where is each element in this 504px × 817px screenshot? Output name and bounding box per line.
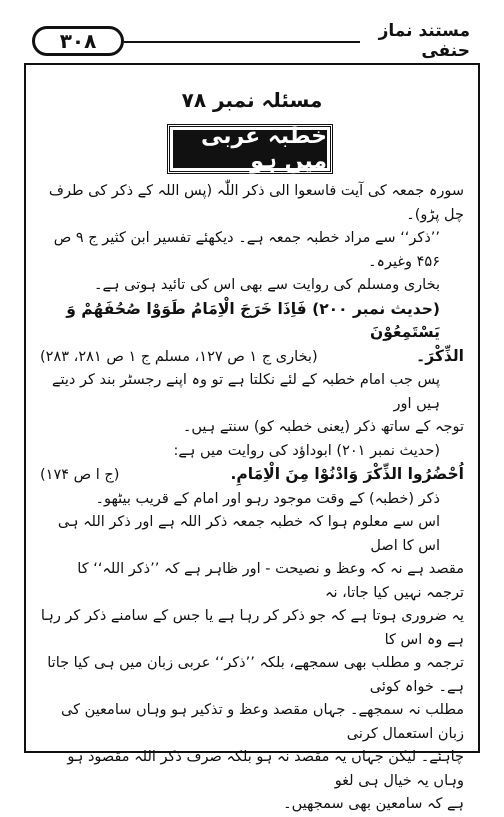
text-line: ترجمہ و مطلب بھی سمجھے، بلکہ ’’ذکر‘‘ عربی زبان میں ہی کیا جاتا ہے۔ خواہ کوئی: [47, 655, 464, 695]
hadith-line: (حدیث نمبر ۲۰۰) فَاِذَا خَرَجَ الْاِمَامُ طَوَوْا صُحُفَهُمْ وَ يَسْتَمِعُوْنَ: [66, 299, 440, 341]
text-line: چل پڑو)۔: [406, 206, 464, 223]
hadith-text: اُحْضُرُوا الذِّكْرَ وَادْنُوْا مِنَ الْاِمَامِ.: [230, 465, 464, 483]
section-heading-box: [167, 124, 333, 174]
text-line: چاہئے۔ لیکن جہاں یہ مقصد نہ ہو بلکہ صرف ذکر اللہ مقصود ہو وہاں یہ خیال ہی لغو: [67, 749, 464, 789]
page-number: [32, 26, 124, 56]
book-title: مستند نماز حنفی: [378, 21, 470, 61]
page-number-text: ۳۰۸: [59, 29, 97, 53]
text-line: توجہ کے ساتھ ذکر (یعنی خطبہ کو) سنتے ہیں۔: [182, 419, 464, 435]
hadith-line: [40, 345, 464, 370]
hadith-text: الذِّكْرَ۔: [416, 346, 464, 365]
hadith-reference: (بخاری ج ۱ ص ۱۲۷، مسلم ج ۱ ص ۲۸۱، ۲۸۳): [40, 348, 318, 365]
text-line: اس سے معلوم ہوا کہ خطبہ جمعہ ذکر اللہ ہے اور ذکر اللہ ہی اس کا اصل: [57, 514, 440, 554]
text-line: (حدیث نمبر ۲۰۱) ابوداؤد کی روایت میں ہے:: [173, 442, 440, 459]
masala-number: مسئلہ نمبر ۷۸: [181, 88, 323, 112]
text-line: سورہ جمعہ کی آیت فاسعوا الی ذکر اللّٰہ (پس اللہ کے ذکر کی طرف: [48, 183, 464, 199]
header-rule: [124, 41, 360, 43]
hadith-reference: (ج ا ص ۱۷۴): [40, 467, 120, 483]
text-line: ذکر (خطبہ) کے وقت موجود رہو اور امام کے قریب بیٹھو۔: [95, 490, 440, 507]
text-line: مطلب نہ سمجھے۔ جہاں مقصد وعظ و تذکیر ہو وہاں سامعین کی زبان استعمال کرنی: [61, 702, 464, 742]
text-line: مقصد ہے نہ کہ وعظ و نصیحت - اور ظاہر ہے کہ ’’ذکر اللہ‘‘ کا ترجمہ نہیں کیا جاتا، نہ: [77, 561, 464, 601]
text-line: ’’ذکر‘‘ سے مراد خطبہ جمعہ ہے۔ دیکھئے تفسیر ابن کثیر ج ۹ ص ۴۵۶ وغیرہ۔: [53, 230, 440, 270]
text-line: ہے کہ سامعین بھی سمجھیں۔: [283, 796, 464, 812]
section-heading: خطبہ عربی میں ہو: [173, 130, 327, 168]
body-text: [40, 180, 464, 817]
text-line: یہ ضروری ہوتا ہے کہ جو ذکر کر رہا ہے یا جس کے سامنے ذکر کر رہا ہے وہ اس کا: [40, 608, 464, 648]
text-line: بخاری ومسلم کی روایت سے بھی اس کی تائید ہوتی ہے۔: [94, 277, 440, 293]
text-line: پس جب امام خطبہ کے لئے نکلتا ہے تو وہ اپنے رجسٹر بند کر دیتے ہیں اور: [51, 372, 440, 412]
hadith-line: [40, 463, 464, 488]
